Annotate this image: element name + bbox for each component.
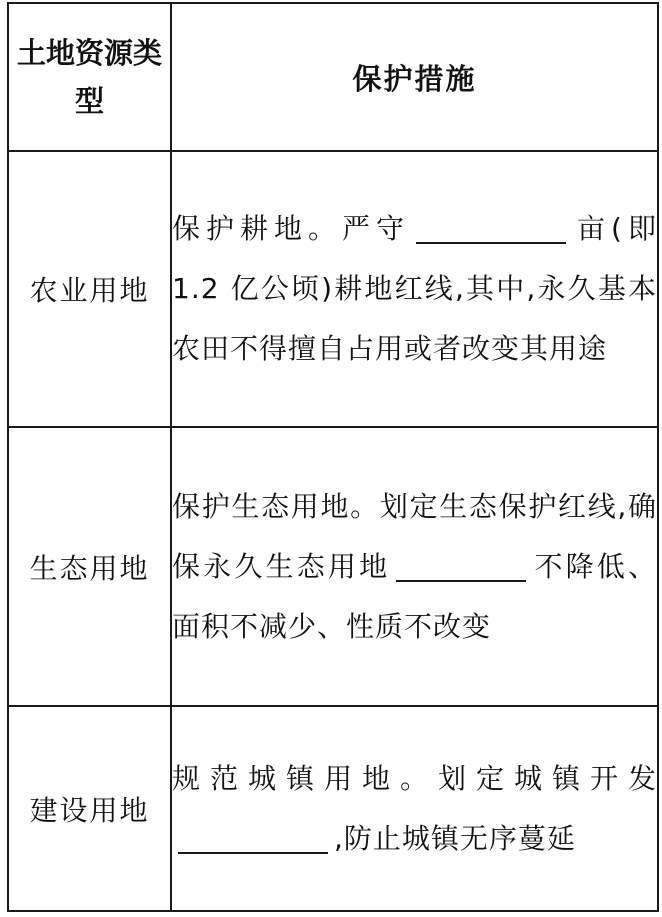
- measure-text-part1: 规范城镇用地。划定城镇开发: [172, 761, 657, 795]
- measure-ecological: [171, 427, 658, 706]
- table-row-construction: [8, 706, 658, 911]
- land-type-ecological: 生态用地: [8, 427, 171, 706]
- measure-agricultural: [171, 151, 658, 427]
- fill-in-blank[interactable]: [396, 550, 526, 582]
- measure-text-part1: 保护耕地。严守: [172, 212, 411, 245]
- header-land-type: 土地资源类型: [8, 3, 171, 151]
- table-header-row: [8, 3, 658, 151]
- measure-text-part2: ,防止城镇无序蔓延: [334, 821, 576, 855]
- header-protection-measure: 保护措施: [171, 3, 658, 151]
- measure-text-part2: 不降低、面积不减少、性质不改变: [172, 549, 657, 643]
- land-type-agricultural: 农业用地: [8, 151, 171, 427]
- fill-in-blank[interactable]: [416, 212, 566, 244]
- measure-text-part1: 保护生态用地。划定生态保护红线,确保永久生态用地: [172, 489, 657, 583]
- land-protection-table: [7, 2, 659, 912]
- fill-in-blank[interactable]: [178, 822, 328, 854]
- measure-text-part2: 亩(即 1.2 亿公顷)耕地红线,其中,永久基本农田不得擅自占用或者改变其用途: [172, 212, 657, 365]
- measure-construction: [171, 706, 658, 911]
- table-row-ecological: [8, 427, 658, 706]
- land-type-construction: 建设用地: [8, 706, 171, 911]
- table-row-agricultural: [8, 151, 658, 427]
